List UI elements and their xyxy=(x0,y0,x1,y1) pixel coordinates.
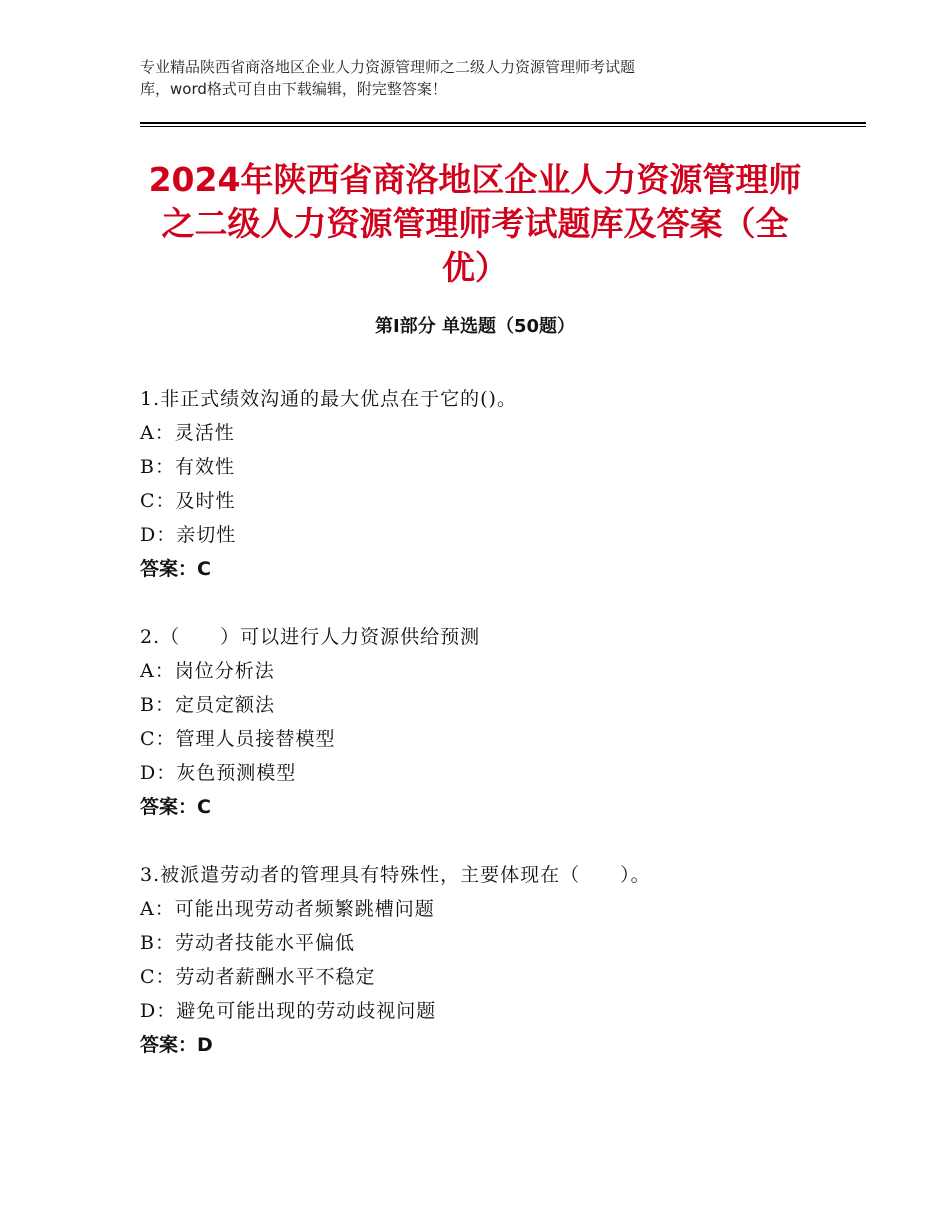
header-divider xyxy=(140,122,866,124)
header-divider-thin xyxy=(140,126,866,127)
document-title xyxy=(120,158,830,290)
option-a: A：灵活性 xyxy=(140,422,235,444)
answer-line: 答案：C xyxy=(140,796,211,818)
header-note-line: 库，word格式可自由下载编辑，附完整答案！ xyxy=(140,80,447,98)
option-b: B：定员定额法 xyxy=(140,694,275,716)
option-c: C：管理人员接替模型 xyxy=(140,728,336,750)
title-line: 优） xyxy=(442,248,508,287)
question-item xyxy=(140,382,860,586)
answer-line: 答案：D xyxy=(140,1034,213,1056)
header-note-line: 专业精品陕西省商洛地区企业人力资源管理师之二级人力资源管理师考试题 xyxy=(140,58,636,76)
option-d: D：亲切性 xyxy=(140,524,237,546)
option-a: A：可能出现劳动者频繁跳槽问题 xyxy=(140,898,435,920)
option-c: C：劳动者薪酬水平不稳定 xyxy=(140,966,376,988)
question-stem: 1.非正式绩效沟通的最大优点在于它的()。 xyxy=(140,388,517,410)
option-d: D：避免可能出现的劳动歧视问题 xyxy=(140,1000,437,1022)
header-note xyxy=(140,56,780,100)
question-stem: 2.（ ）可以进行人力资源供给预测 xyxy=(140,626,481,648)
title-line: 2024年陕西省商洛地区企业人力资源管理师 xyxy=(148,160,802,199)
answer-line: 答案：C xyxy=(140,558,211,580)
question-item xyxy=(140,858,860,1062)
question-stem: 3.被派遣劳动者的管理具有特殊性，主要体现在（ ）。 xyxy=(140,864,651,886)
section-title: 第Ⅰ部分 单选题（50题） xyxy=(374,316,575,337)
option-b: B：劳动者技能水平偏低 xyxy=(140,932,355,954)
title-line: 之二级人力资源管理师考试题库及答案（全 xyxy=(161,204,789,243)
option-a: A：岗位分析法 xyxy=(140,660,275,682)
option-b: B：有效性 xyxy=(140,456,235,478)
option-c: C：及时性 xyxy=(140,490,236,512)
option-d: D：灰色预测模型 xyxy=(140,762,297,784)
question-item xyxy=(140,620,860,824)
